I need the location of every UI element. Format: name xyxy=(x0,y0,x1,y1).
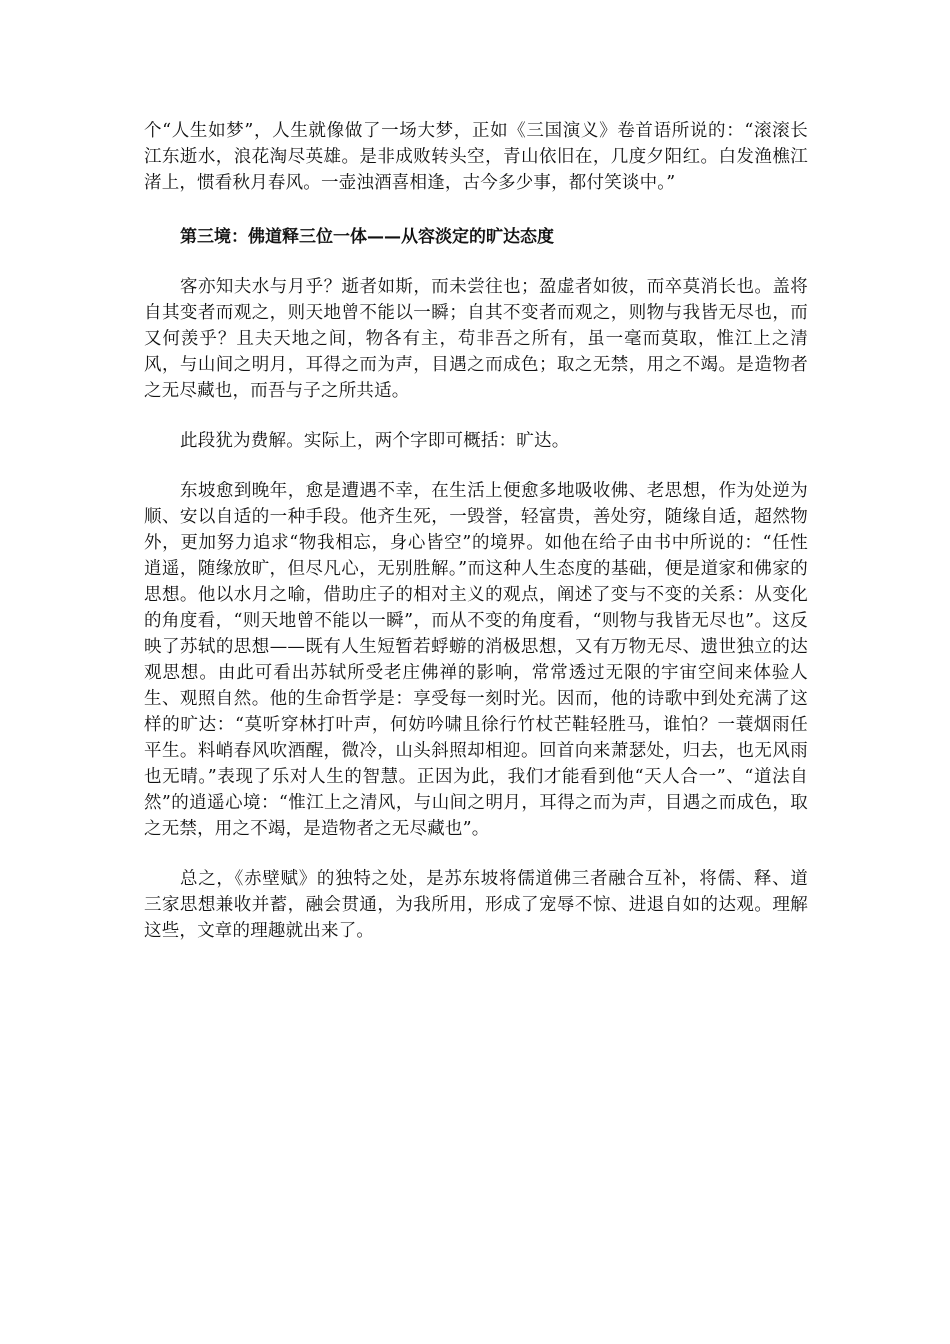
paragraph-summary: 此段犹为费解。实际上，两个字即可概括：旷达。 xyxy=(180,431,570,451)
paragraph-gap xyxy=(144,842,808,866)
paragraph-gap xyxy=(144,250,808,274)
paragraph-analysis: 东坡愈到晚年，愈是遭遇不幸，在生活上便愈多地吸收佛、老思想，作为处逆为顺、安以自适的一种手段。他齐生死，一毁誉，轻富贵，善处穷，随缘自适，超然物外，更加努力追求“物我相忘，身心皆空”的境界。如他在给子由书中所说的：“任性逍遥，随缘放旷，但尽凡心，无别胜解。”而这种人生态度的基础，便是道家和佛家的思想。他以水月之喻，借助庄子的相对主义的观点，阐述了变与不变的关系：从变化的角度看，“则天地曾不能以一瞬”，而从不变的角度看，“则物与我皆无尽也”。这反映了苏轼的思想——既有人生短暂若蜉蝣的消极思想，又有万物无尽、遗世独立的达观思想。由此可看出苏轼所受老庄佛禅的影响，常常透过无限的宇宙空间来体验人生、观照自然。他的生命哲学是：享受每一刻时光。因而，他的诗歌中到处充满了这样的旷达：“莫听穿林打叶声，何妨吟啸且徐行竹杖芒鞋轻胜马，谁怕？一蓑烟雨任平生。料峭春风吹酒醒，微冷，山头斜照却相迎。回首向来萧瑟处，归去，也无风雨也无晴。”表现了乐对人生的智慧。正因为此，我们才能看到他“天人合一”、“道法自然”的逍遥心境：“惟江上之清风，与山间之明月，耳得之而为声，目遇之而成色，取之无禁，用之不竭，是造物者之无尽藏也”。 xyxy=(144,481,808,839)
paragraph-gap xyxy=(144,404,808,428)
paragraph-gap xyxy=(144,454,808,478)
paragraph-quote: 客亦知夫水与月乎？逝者如斯，而未尝往也；盈虚者如彼，而卒莫消长也。盖将自其变者而观之，则天地曾不能以一瞬；自其不变者而观之，则物与我皆无尽也，而又何羡乎？且夫天地之间，物各有主，苟非吾之所有，虽一毫而莫取，惟江上之清风，与山间之明月，耳得之而为声，目遇之而成色；取之无禁，用之不竭。是造物者之无尽藏也，而吾与子之所共适。 xyxy=(144,277,808,401)
paragraph-conclusion: 总之，《赤壁赋》的独特之处，是苏东坡将儒道佛三者融合互补，将儒、释、道三家思想兼收并蓄，融会贯通，为我所用，形成了宠辱不惊、进退自如的达观。理解这些，文章的理趣就出来了。 xyxy=(144,869,808,941)
document-body xyxy=(144,118,808,944)
paragraph-gap xyxy=(144,196,808,224)
section-heading: 第三境：佛道释三位一体——从容淡定的旷达态度 xyxy=(180,227,554,247)
paragraph-continuation: 个“人生如梦”，人生就像做了一场大梦，正如《三国演义》卷首语所说的：“滚滚长江东逝水，浪花淘尽英雄。是非成败转头空，青山依旧在，几度夕阳红。白发渔樵江渚上，惯看秋月春风。一壶浊酒喜相逢，古今多少事，都付笑谈中。” xyxy=(144,121,808,193)
